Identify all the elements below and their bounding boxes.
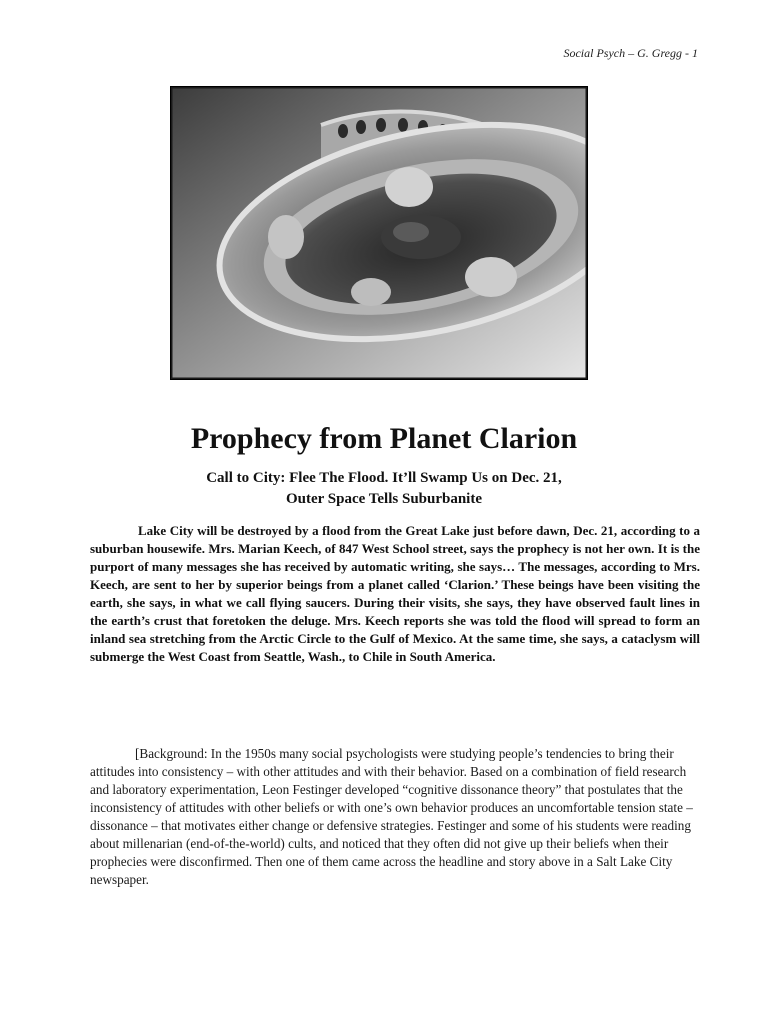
background-paragraph: [Background: In the 1950s many social psychologists were studying people’s tendencies to bring their attitudes into consistency – with other attitudes and with their behavior. Based on a combination of field research and laboratory experimentation, Leon Festinger developed “cognitive dissonance theory” that postulates that the inconsistency of attitudes with other beliefs or with one’s own behavior produces an uncomfortable tension state – dissonance – that motivates either change or defensive strategies. Festinger and some of his students were reading about millenarian (end-of-the-world) cults, and noticed that they often did not give up their beliefs when their prophecies were disconfirmed. Then one of them came across the headline and story above in a Salt Lake City newspaper.	[90, 746, 693, 887]
flying-saucer-photo	[170, 86, 588, 380]
article-story: Lake City will be destroyed by a flood from the Great Lake just before dawn, Dec. 21, according to a suburban housewife. Mrs. Marian Keech, of 847 West School street, says the prophecy is not her own. It is the purport of many messages she has received by automatic writing, she says… The messages, according to Mrs. Keech, are sent to her by superior beings from a planet called ‘Clarion.’ These beings have been visiting the earth, she says, in what we call flying saucers. During their visits, she says, they have observed fault lines in the earth’s crust that foretoken the deluge. Mrs. Keech reports she was told the flood will spread to form an inland sea stretching from the Arctic Circle to the Gulf of Mexico. At the same time, she says, a cataclysm will submerge the West Coast from Seattle, Wash., to Chile in South America.	[90, 523, 700, 664]
running-header: Social Psych – G. Gregg - 1	[563, 46, 698, 60]
subhead-line-1: Call to City: Flee The Flood. It’ll Swamp Us on Dec. 21,	[206, 470, 562, 486]
subhead-line-2: Outer Space Tells Suburbanite	[285, 491, 483, 507]
saucer-icon	[171, 87, 587, 379]
article-subhead	[0, 468, 768, 510]
article-headline: Prophecy from Planet Clarion	[190, 422, 578, 455]
